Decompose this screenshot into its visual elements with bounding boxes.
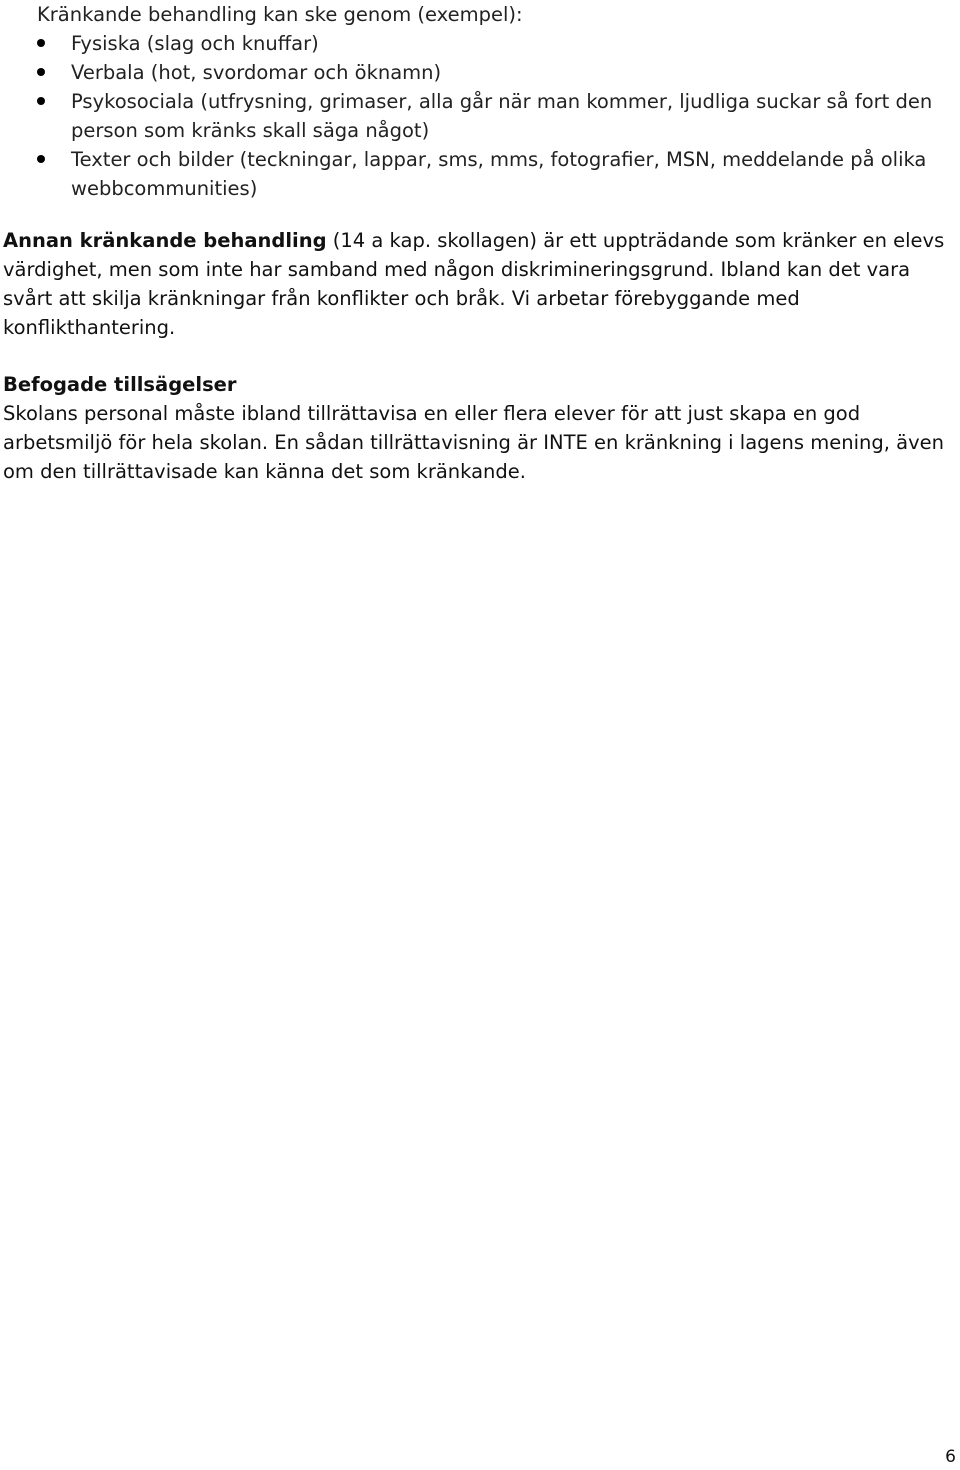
befogade-heading: Befogade tillsägelser bbox=[3, 373, 237, 396]
intro-heading: Kränkande behandling kan ske genom (exempel): bbox=[37, 3, 523, 26]
list-item-text: Fysiska (slag och knuffar) bbox=[71, 32, 319, 55]
bullet-icon bbox=[37, 39, 45, 47]
bullet-icon bbox=[37, 68, 45, 76]
page-number: 6 bbox=[945, 1447, 956, 1467]
intro-section bbox=[37, 0, 937, 203]
list-item bbox=[37, 29, 937, 58]
annan-krankande-section bbox=[3, 226, 948, 342]
list-item-text: Psykosociala (utfrysning, grimaser, alla går när man kommer, ljudliga suckar så fort den person som kränks skall säga något) bbox=[71, 90, 933, 142]
list-item-text: Verbala (hot, svordomar och öknamn) bbox=[71, 61, 442, 84]
list-item-text: Texter och bilder (teckningar, lappar, sms, mms, fotografier, MSN, meddelande på olika webbcommunities) bbox=[71, 148, 927, 200]
list-item bbox=[37, 58, 937, 87]
annan-paragraph bbox=[3, 226, 948, 342]
befogade-text: Skolans personal måste ibland tillrättavisa en eller flera elever för att just skapa en god arbetsmiljö för hela skolan. En sådan tillrättavisning är INTE en kränkning i lagens mening, även om den tillrättavisade kan känna det som kränkande. bbox=[3, 402, 945, 483]
bullet-icon bbox=[37, 97, 45, 105]
list-item bbox=[37, 145, 937, 203]
befogade-section bbox=[3, 370, 948, 486]
bullet-icon bbox=[37, 155, 45, 163]
examples-list bbox=[37, 29, 937, 203]
annan-text: (14 a kap. skollagen) är ett uppträdande som kränker en elevs värdighet, men som inte har samband med någon diskrimineringsgrund. Ibland kan det vara svårt att skilja kränkningar från konflikter och bråk. Vi arbetar förebyggande med konflikthantering. bbox=[3, 229, 945, 339]
annan-term: Annan kränkande behandling bbox=[3, 229, 327, 252]
list-item bbox=[37, 87, 937, 145]
